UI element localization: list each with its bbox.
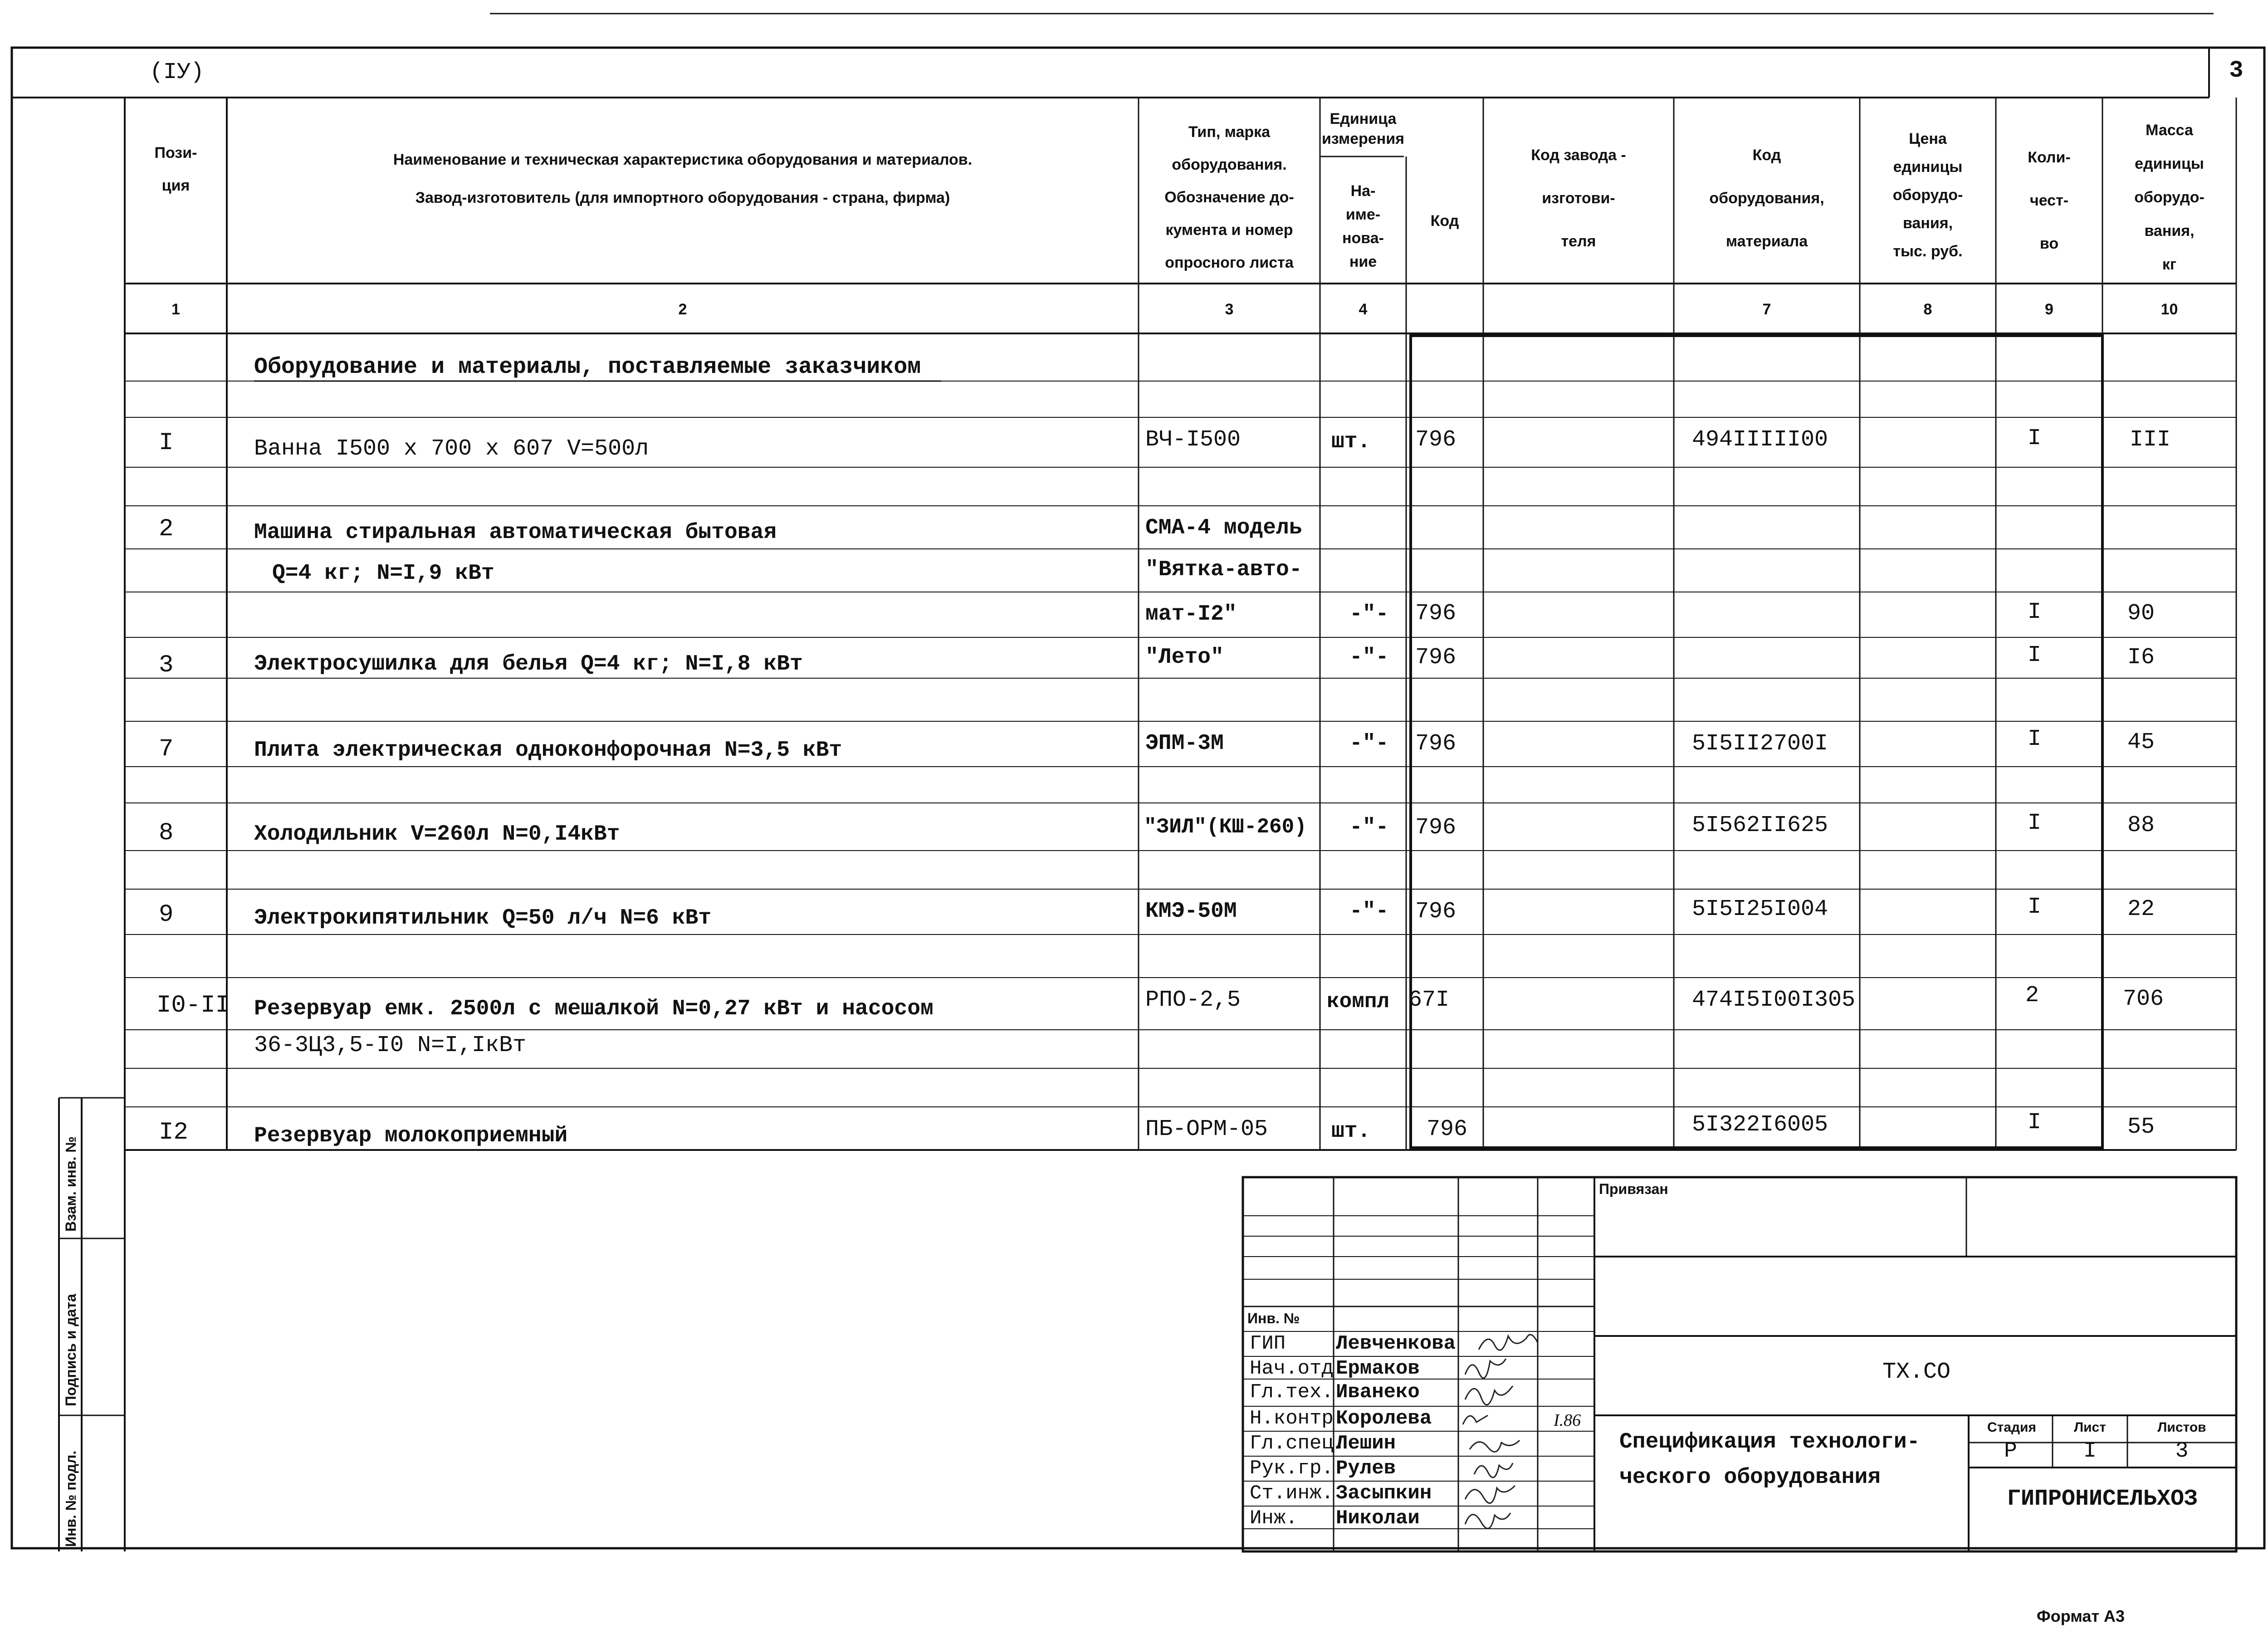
cell-quantity: I — [2028, 1110, 2042, 1135]
cell-position: 9 — [159, 901, 174, 929]
tb-role: Инж. — [1250, 1507, 1298, 1530]
tb-name: Ермаков — [1336, 1357, 1420, 1380]
tb-name: Иванеко — [1336, 1381, 1420, 1404]
cell-type: "Вятка-авто- — [1145, 558, 1302, 582]
header-plant-code: Код завода - изготови- теля — [1531, 147, 1626, 250]
cell-quantity: I — [2028, 810, 2042, 836]
cell-position: I — [159, 429, 174, 457]
cell-name: Электрокипятильник Q=50 л/ч N=6 кВт — [254, 906, 712, 930]
col-number-3: 3 — [1225, 301, 1234, 318]
cell-mass: 90 — [2127, 601, 2155, 626]
cell-unit: шт. — [1331, 430, 1371, 454]
tb-name: Королева — [1336, 1407, 1432, 1430]
header-equipment-code: Код оборудования, материала — [1709, 147, 1824, 250]
cell-mass: I6 — [2127, 645, 2155, 670]
tb-name: Николаи — [1336, 1507, 1420, 1530]
cell-unit-code: 796 — [1415, 815, 1457, 841]
cell-name: Ванна I500 x 700 x 607 V=500л — [254, 436, 649, 462]
header-price: Цена единицы оборудо- вания, тыс. руб. — [1892, 130, 1963, 260]
cell-type: КМЭ-50М — [1145, 899, 1237, 924]
cell-type: ЭПМ-3М — [1145, 731, 1224, 756]
cell-type: "Лето" — [1145, 645, 1224, 670]
tb-name: Левченкова — [1336, 1332, 1456, 1355]
tb-role: Рук.гр. — [1250, 1457, 1334, 1480]
cell-type: ПБ-ОРМ-05 — [1145, 1116, 1268, 1142]
tb-role: Гл.тех. — [1250, 1381, 1334, 1404]
cell-position: I2 — [159, 1119, 188, 1146]
tb-stage-label: Стадия — [1987, 1420, 2037, 1435]
cell-unit: -"- — [1349, 602, 1389, 626]
header-unit-code: Код — [1430, 212, 1459, 230]
format-label: Формат А3 — [2037, 1607, 2125, 1625]
cell-name: Q=4 кг; N=I,9 кВт — [272, 561, 494, 586]
header-mass: Масса единицы оборудо- вания, кг — [2134, 122, 2204, 273]
cell-unit-code: 796 — [1415, 731, 1457, 757]
cell-type: "ЗИЛ"(КШ-260) — [1144, 815, 1307, 839]
cell-equipment-code: 5I562II625 — [1692, 812, 1828, 838]
tb-privyazan: Привязан — [1599, 1181, 1668, 1197]
header-name: Наименование и техническая характеристика оборудования и материалов. Завод-изготовитель (для импортного оборудования - страна, фирма) — [393, 151, 973, 206]
tb-name: Засыпкин — [1336, 1482, 1432, 1505]
tb-inv-no: Инв. № — [1247, 1310, 1300, 1326]
cell-unit-code: 67I — [1408, 987, 1450, 1013]
cell-unit-code: 796 — [1415, 899, 1457, 925]
cell-name: Резервуар емк. 2500л с мешалкой N=0,27 кВт и насосом — [254, 997, 934, 1021]
tb-title: Спецификация технологи- ческого оборудования — [1619, 1430, 1920, 1490]
cell-unit: -"- — [1349, 645, 1389, 670]
cell-mass: 706 — [2123, 986, 2164, 1012]
cell-quantity: I — [2028, 726, 2042, 752]
cell-type: РПО-2,5 — [1145, 987, 1241, 1013]
cell-equipment-code: 474I5I00I305 — [1692, 987, 1856, 1013]
tb-doc-code: ТХ.СО — [1882, 1359, 1951, 1385]
cell-quantity: I — [2028, 426, 2042, 451]
cell-name: 36-3Ц3,5-I0 N=I,IкВт — [254, 1032, 527, 1058]
cell-quantity: I — [2028, 599, 2042, 625]
tb-sheet-label: Лист — [2074, 1420, 2106, 1435]
col-number-1: 1 — [171, 301, 180, 318]
cell-unit: -"- — [1349, 815, 1389, 840]
cell-type: мат-I2" — [1145, 602, 1237, 626]
cell-mass: 55 — [2127, 1114, 2155, 1140]
cell-position: 8 — [159, 819, 174, 847]
tb-stage: Р — [2004, 1439, 2017, 1463]
cell-unit: компл — [1327, 990, 1390, 1013]
side-label-original-inv: Инв. № подл. — [63, 1450, 79, 1547]
cell-position: I0-II — [156, 992, 230, 1019]
cell-position: 3 — [159, 651, 174, 679]
cell-quantity: I — [2028, 642, 2042, 668]
cell-position: 2 — [159, 515, 174, 543]
cell-unit: -"- — [1349, 731, 1389, 756]
header-unit-name: На- име- нова- ние — [1342, 182, 1384, 270]
cell-equipment-code: 5I5I25I004 — [1692, 896, 1828, 922]
cell-mass: 22 — [2127, 896, 2155, 922]
col-number-7: 7 — [1762, 301, 1771, 318]
col-number-9: 9 — [2045, 301, 2053, 318]
tb-name: Рулев — [1336, 1457, 1396, 1480]
cell-name: Холодильник V=260л N=0,I4кВт — [254, 822, 620, 846]
header-unit-group: Единица измерения — [1322, 110, 1404, 147]
cell-unit-code: 796 — [1415, 427, 1457, 453]
cell-unit: -"- — [1349, 899, 1389, 924]
corner-mark: (IУ) — [150, 59, 205, 85]
cell-unit: шт. — [1331, 1119, 1371, 1144]
tb-name: Лешин — [1336, 1432, 1396, 1455]
tb-sheet: I — [2083, 1439, 2097, 1463]
cell-equipment-code: 5I322I6005 — [1692, 1112, 1828, 1138]
tb-role: Ст.инж. — [1250, 1482, 1334, 1505]
col-number-2: 2 — [678, 301, 687, 318]
cell-name: Резервуар молокоприемный — [254, 1124, 568, 1148]
page-number: 3 — [2229, 57, 2244, 84]
cell-unit-code: 796 — [1415, 601, 1457, 626]
col-number-10: 10 — [2160, 301, 2178, 318]
header-type: Тип, марка оборудования. Обозначение до- кумента и номер опросного листа — [1164, 123, 1294, 271]
cell-type: ВЧ-I500 — [1145, 427, 1241, 453]
tb-sheets-label: Листов — [2157, 1420, 2206, 1435]
section-title: Оборудование и материалы, поставляемые заказчиком — [254, 354, 921, 380]
cell-unit-code: 796 — [1427, 1116, 1468, 1142]
header-position: Пози- ция — [154, 144, 197, 194]
cell-mass: 45 — [2127, 729, 2155, 755]
col-number-4: 4 — [1359, 301, 1368, 318]
cell-equipment-code: 5I5II2700I — [1692, 731, 1828, 757]
cell-mass: III — [2130, 427, 2171, 453]
cell-type: СМА-4 модель — [1145, 516, 1302, 540]
cell-equipment-code: 494IIIII00 — [1692, 427, 1828, 453]
cell-quantity: 2 — [2025, 983, 2039, 1008]
side-label-replacement-inv: Взам. инв. № — [63, 1136, 79, 1232]
cell-position: 7 — [159, 735, 174, 763]
tb-role: Н.контр. — [1250, 1407, 1346, 1430]
cell-name: Электросушилка для белья Q=4 кг; N=I,8 кВт — [254, 652, 803, 676]
tb-role: ГИП — [1250, 1332, 1286, 1355]
tb-role: Нач.отд. — [1250, 1357, 1346, 1380]
tb-sheets: 3 — [2175, 1439, 2189, 1463]
cell-quantity: I — [2028, 894, 2042, 920]
tb-date-note: I.86 — [1554, 1411, 1581, 1430]
header-quantity: Коли- чест- во — [2028, 149, 2071, 252]
cell-unit-code: 796 — [1415, 645, 1457, 670]
cell-name: Машина стиральная автоматическая бытовая — [254, 520, 777, 545]
cell-mass: 88 — [2127, 812, 2155, 838]
cell-name: Плита электрическая одноконфорочная N=3,5 кВт — [254, 738, 842, 763]
tb-organization: ГИПРОНИСЕЛЬХОЗ — [2007, 1486, 2198, 1512]
tb-role: Гл.спец. — [1250, 1432, 1346, 1455]
col-number-8: 8 — [1923, 301, 1932, 318]
side-label-signature-date: Подпись и дата — [63, 1294, 79, 1406]
